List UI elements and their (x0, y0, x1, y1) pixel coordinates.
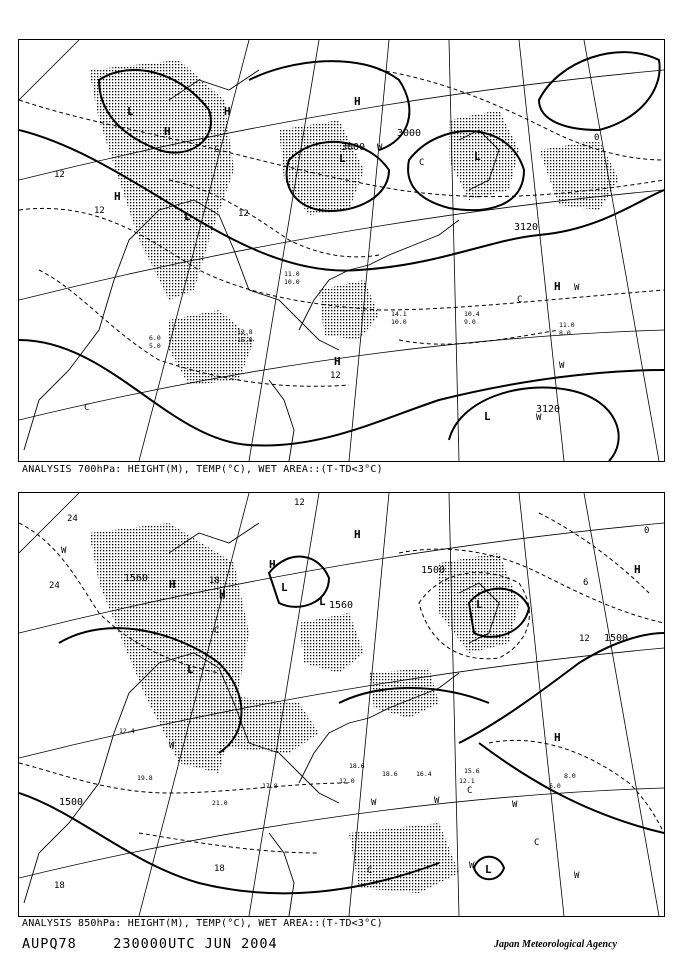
station-value: 12.4 (119, 727, 135, 735)
pressure-center-label: H (164, 125, 171, 138)
pressure-center-label: L (485, 863, 492, 876)
temperature-label: 24 (49, 581, 60, 591)
pressure-center-label: H (554, 731, 561, 744)
temperature-label: 12 (54, 170, 65, 180)
pressure-center-label: L (476, 598, 483, 611)
cold-warm-label: C (467, 786, 473, 796)
cold-warm-label: C (214, 145, 220, 155)
pressure-center-label: H (334, 355, 341, 368)
station-value: 6.0 (149, 334, 161, 342)
station-value: 11.0 (284, 270, 300, 278)
cold-warm-label: W (61, 546, 67, 556)
station-value: 10.4 (464, 310, 480, 318)
map-850hpa (19, 493, 664, 916)
cold-warm-label: C (214, 626, 220, 636)
height-label: 1560 (329, 600, 354, 611)
station-value: 15.0 (237, 336, 253, 344)
pressure-center-label: H (269, 558, 276, 571)
height-label: 3000 (341, 142, 366, 153)
height-label: 1500 (59, 797, 84, 808)
station-value: 21.0 (212, 799, 228, 807)
temperature-label: 6 (583, 578, 589, 588)
pressure-center-label: L (184, 210, 191, 223)
map-panel-850hpa (18, 492, 665, 917)
cold-warm-label: W (536, 413, 542, 423)
pressure-center-label: L (281, 581, 288, 594)
height-label: 3000 (397, 128, 422, 139)
pressure-center-label: H (224, 105, 231, 118)
cold-warm-label: W (469, 861, 475, 871)
map-700hpa (19, 40, 664, 461)
pressure-center-label: L (319, 595, 326, 608)
panel-caption-850hpa: ANALYSIS 850hPa: HEIGHT(M), TEMP(°C), WET AREA::(T-TD<3°C) (22, 918, 383, 929)
pressure-center-label: H (114, 190, 121, 203)
pressure-center-label: L (484, 410, 491, 423)
height-label: 1500 (604, 633, 629, 644)
cold-warm-label: W (169, 741, 175, 751)
temperature-label: 0 (644, 526, 650, 536)
map-panel-700hpa (18, 39, 665, 462)
station-value: 15.6 (464, 767, 480, 775)
station-value: 18.6 (382, 770, 398, 778)
temperature-label: 0 (594, 133, 600, 143)
cold-warm-label: W (574, 283, 580, 293)
pressure-center-label: L (339, 152, 346, 165)
pressure-center-label: H (219, 588, 226, 601)
agency-name: Japan Meteorological Agency (494, 939, 617, 950)
station-value: 10.0 (284, 278, 300, 286)
station-value: 12.1 (459, 777, 475, 785)
cold-warm-label: C (534, 838, 540, 848)
cold-warm-label: W (434, 796, 440, 806)
height-label: 1500 (421, 565, 446, 576)
temperature-label: 12 (294, 498, 305, 508)
station-value: 18.6 (349, 762, 365, 770)
cold-warm-label: W (559, 361, 565, 371)
temperature-label: 18 (209, 576, 220, 586)
station-value: 8.0 (559, 329, 571, 337)
station-value: 10.0 (391, 318, 407, 326)
temperature-label: 12 (94, 206, 105, 216)
bulletin-code: AUPQ78 (22, 936, 77, 952)
station-value: 9.0 (464, 318, 476, 326)
cold-warm-label: W (574, 871, 580, 881)
station-value: 8.0 (564, 772, 576, 780)
station-value: 11.0 (559, 321, 575, 329)
station-value: 12.0 (339, 777, 355, 785)
station-value: 14.1 (391, 310, 407, 318)
station-value: 19.8 (137, 774, 153, 782)
height-labels (341, 128, 560, 415)
temperature-label: 12 (579, 634, 590, 644)
station-value: 6.0 (549, 782, 561, 790)
cold-warm-label: C (367, 866, 373, 876)
cold-warm-label: W (512, 800, 518, 810)
temperature-label: 12 (330, 371, 341, 381)
station-value: 16.4 (416, 770, 432, 778)
cold-warm-label: C (84, 403, 90, 413)
pressure-center-label: H (354, 95, 361, 108)
station-value: 17.8 (262, 782, 278, 790)
height-label: 3120 (514, 222, 539, 233)
pressure-center-label: L (187, 663, 194, 676)
temperature-label: 24 (67, 514, 78, 524)
pressure-center-label: L (127, 105, 134, 118)
temperature-label: 18 (54, 881, 65, 891)
height-label: 1560 (124, 573, 149, 584)
temperature-label: 12 (238, 209, 249, 219)
pressure-center-label: H (169, 578, 176, 591)
height-label: 3120 (536, 404, 561, 415)
pressure-center-label: H (554, 280, 561, 293)
wet-area-shading (89, 523, 519, 893)
panel-caption-700hpa: ANALYSIS 700hPa: HEIGHT(M), TEMP(°C), WET AREA::(T-TD<3°C) (22, 464, 383, 475)
station-value: 12.8 (237, 328, 253, 336)
cold-warm-label: W (371, 798, 377, 808)
pressure-center-label: H (354, 528, 361, 541)
cold-warm-label: W (377, 143, 383, 153)
pressure-center-label: H (634, 563, 641, 576)
pressure-center-label: L (474, 150, 481, 163)
cold-warm-label: C (419, 158, 425, 168)
station-value: 5.0 (149, 342, 161, 350)
cold-warm-label: C (517, 295, 523, 305)
analysis-time: 230000UTC JUN 2004 (113, 936, 278, 952)
temperature-label: 18 (214, 864, 225, 874)
chart-identifier (22, 936, 278, 952)
